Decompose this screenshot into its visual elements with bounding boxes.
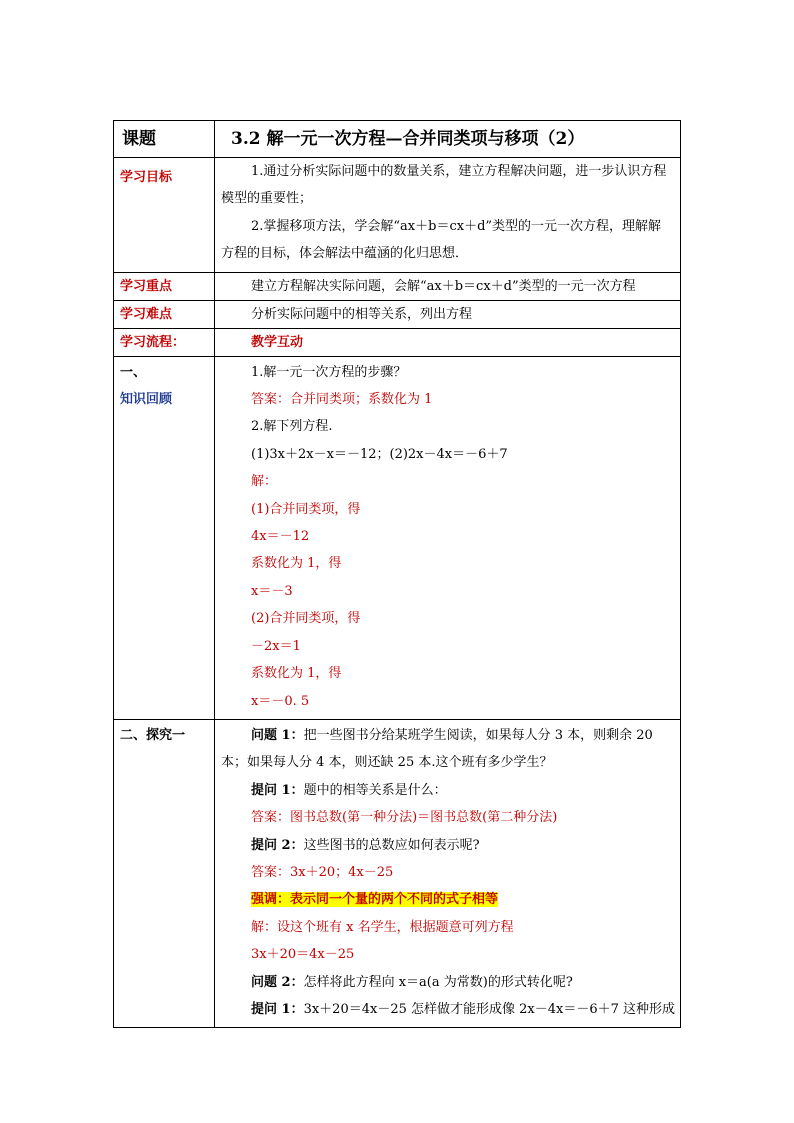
section2-row <box>114 719 681 1027</box>
lesson-title: 3.2 解一元一次方程—合并同类项与移项（2） <box>231 129 585 149</box>
question-1: 提问 1：题中的相等关系是什么： <box>251 782 447 798</box>
difficulties-label: 学习难点 <box>120 306 173 322</box>
emphasis-line <box>221 886 674 913</box>
process-row <box>114 328 681 356</box>
section1-line: 系数化为 1，得 <box>251 556 342 572</box>
solution-line: 解：设这个班有 x 名学生，根据题意可列方程 <box>251 919 514 935</box>
section1-number: 一、 <box>120 364 147 380</box>
problem-2: 问题 2：怎样将此方程向 x＝a(a 为常数)的形式转化呢? <box>251 974 573 990</box>
section1-line: 2.解下列方程. <box>251 419 333 435</box>
equation-line: 3x＋20＝4x－25 <box>251 947 355 963</box>
section1-row <box>114 356 681 719</box>
section1-line: 系数化为 1，得 <box>251 666 342 682</box>
answer-2: 答案：3x＋20；4x－25 <box>251 864 394 880</box>
goal-1: 1.通过分析实际问题中的数量关系，建立方程解决问题，进一步认识方程模型的重要性； <box>221 164 667 207</box>
answer-1: 答案：图书总数(第一种分法)＝图书总数(第二种分法) <box>251 810 558 826</box>
header-label-cell <box>114 121 215 158</box>
problem-1: 问题 1：把一些图书分给某班学生阅读，如果每人分 3 本，则剩余 20 本；如果每人分 4 本，则还缺 25 本.这个班有多少学生？ <box>221 727 653 771</box>
section1-line: (1)3x＋2x－x＝－12；(2)2x－4x＝－6＋7 <box>251 446 508 462</box>
section1-line: 4x＝－12 <box>251 529 310 545</box>
section1-content <box>215 357 680 719</box>
section1-line: x＝－3 <box>251 583 293 599</box>
section1-line: 答案：合并同类项；系数化为 1 <box>251 392 433 408</box>
section1-line: x＝－0. 5 <box>251 693 310 709</box>
process-text: 教学互动 <box>251 334 304 350</box>
section1-line: (2)合并同类项，得 <box>251 611 361 627</box>
process-label: 学习流程： <box>120 334 186 350</box>
key-points-row <box>114 272 681 300</box>
header-row <box>114 121 681 158</box>
header-title-cell <box>215 121 681 158</box>
goals-label: 学习目标 <box>120 170 173 185</box>
question-2: 提问 2：这些图书的总数应如何表示呢? <box>251 837 480 853</box>
goals-row <box>114 158 681 273</box>
section1-label: 知识回顾 <box>120 391 173 407</box>
question-3: 提问 1：3x＋20＝4x－25 怎样做才能形成像 2x－4x＝－6＋7 这种形成 <box>251 1001 676 1017</box>
lesson-plan-table <box>113 120 681 1028</box>
section1-line: (1)合并同类项，得 <box>251 501 361 517</box>
section1-line: －2x＝1 <box>251 638 301 654</box>
difficulties-text: 分析实际问题中的相等关系，列出方程 <box>251 306 473 322</box>
key-points-text: 建立方程解决实际问题，会解“ax＋b＝cx＋d”类型的一元一次方程 <box>251 278 636 294</box>
section1-line: 解： <box>251 474 278 490</box>
goal-2: 2.掌握移项方法，学会解“ax＋b＝cx＋d”类型的一元一次方程，理解解方程的目标，体会解法中蕴涵的化归思想． <box>221 218 662 262</box>
key-points-label: 学习重点 <box>120 278 173 294</box>
difficulties-row <box>114 300 681 328</box>
header-label: 课题 <box>122 129 156 149</box>
section2-label: 二、探究一 <box>120 727 186 743</box>
section1-line: 1.解一元一次方程的步骤？ <box>251 364 407 380</box>
emphasis-highlight: 强调：表示同一个量的两个不同的式子相等 <box>251 892 499 908</box>
